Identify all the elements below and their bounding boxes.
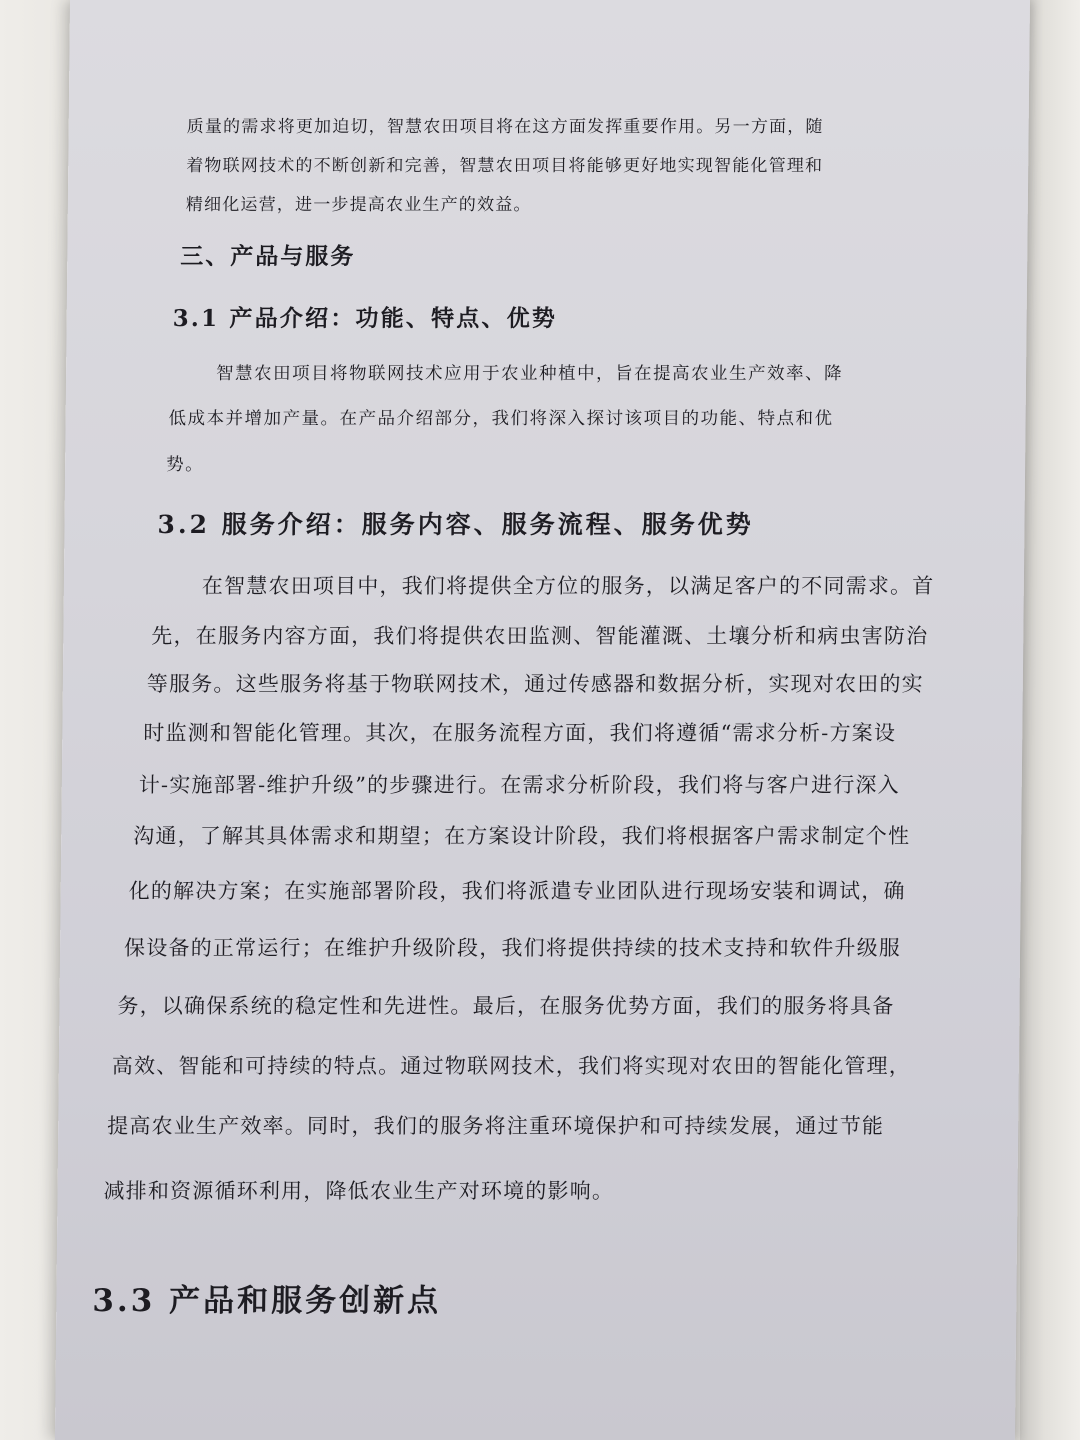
paragraph-line: 在智慧农田项目中，我们将提供全方位的服务，以满足客户的不同需求。首 (201, 574, 935, 598)
paragraph-line: 势。 (166, 455, 205, 475)
paragraph-line: 化的解决方案；在实施部署阶段，我们将派遣专业团队进行现场安装和调试，确 (128, 879, 906, 903)
paragraph-line: 沟通，了解其具体需求和期望；在方案设计阶段，我们将根据客户需求制定个性 (133, 824, 911, 848)
intro-line: 质量的需求将更加迫切，智慧农田项目将在这方面发挥重要作用。另一方面，随 (186, 117, 824, 137)
subsection-3-3-heading: 3.3 产品和服务创新点 (92, 1283, 442, 1319)
intro-line: 着物联网技术的不断创新和完善，智慧农田项目将能够更好地实现智能化管理和 (186, 156, 824, 176)
paragraph-line: 务，以确保系统的稳定性和先进性。最后，在服务优势方面，我们的服务将具备 (117, 994, 895, 1018)
paragraph-line: 智慧农田项目将物联网技术应用于农业种植中，旨在提高农业生产效率、降 (215, 364, 844, 384)
adjacent-page-edge (1020, 0, 1080, 1440)
paragraph-line: 高效、智能和可持续的特点。通过物联网技术，我们将实现对农田的智能化管理， (111, 1054, 912, 1078)
subsection-3-2-heading: 3.2 服务介绍：服务内容、服务流程、服务优势 (157, 510, 754, 539)
intro-line: 精细化运营，进一步提高农业生产的效益。 (185, 195, 532, 215)
paragraph-line: 减排和资源循环利用，降低农业生产对环境的影响。 (103, 1179, 615, 1203)
paragraph-line: 时监测和智能化管理。其次，在服务流程方面，我们将遵循“需求分析-方案设 (143, 721, 897, 745)
document-page (55, 0, 1030, 1440)
paragraph-line: 等服务。这些服务将基于物联网技术，通过传感器和数据分析，实现对农田的实 (146, 672, 924, 696)
section-heading: 三、产品与服务 (180, 243, 356, 270)
paragraph-line: 低成本并增加产量。在产品介绍部分，我们将深入探讨该项目的功能、特点和优 (168, 409, 834, 429)
paragraph-line: 计-实施部署-维护升级”的步骤进行。在需求分析阶段，我们将与客户进行深入 (138, 773, 901, 797)
paragraph-line: 先，在服务内容方面，我们将提供农田监测、智能灌溉、土壤分析和病虫害防治 (151, 624, 929, 648)
paragraph-line: 保设备的正常运行；在维护升级阶段，我们将提供持续的技术支持和软件升级服 (123, 936, 902, 960)
paragraph-line: 提高农业生产效率。同时，我们的服务将注重环境保护和可持续发展，通过节能 (107, 1114, 885, 1138)
subsection-3-1-heading: 3.1 产品介绍：功能、特点、优势 (172, 305, 558, 332)
